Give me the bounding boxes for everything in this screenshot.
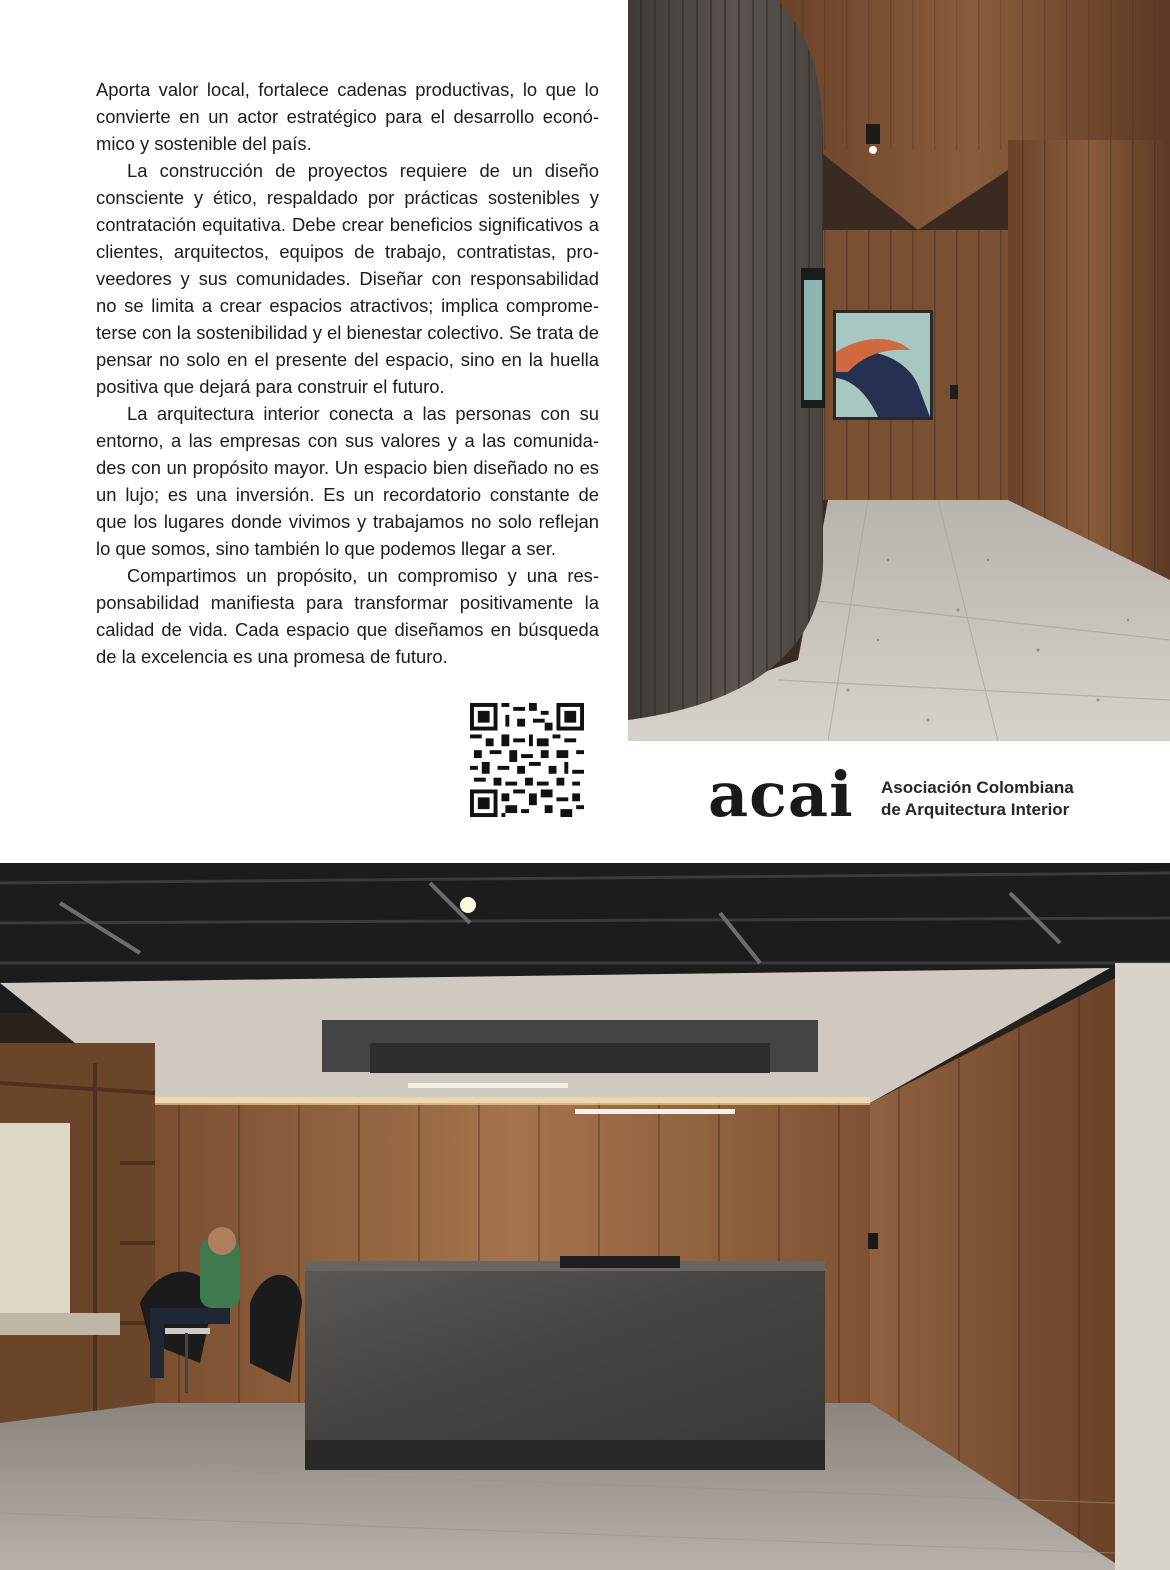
- brand-name-line-2: de Arquitectura Interior: [881, 800, 1070, 819]
- acai-logo: [708, 760, 1128, 840]
- lobby-photo: [0, 863, 1170, 1570]
- hallway-photo: [628, 0, 1170, 741]
- brand-wordmark: acai: [708, 758, 854, 831]
- paragraph-3: La arquitectura interior conecta a las personas con su entorno, a las empresas con sus valores y a las comunida-des con un propósito mayor. Un espacio bien diseñado no es un lujo; es una inversión. Es un recordatorio constante de que los lugares donde vivimos y trabajamos no solo reflejan lo que somos, sino también lo que podemos llegar a ser.: [96, 403, 599, 559]
- brand-full-name: [881, 777, 1074, 821]
- qr-code[interactable]: [470, 703, 584, 817]
- qr-code-image: [470, 703, 584, 817]
- paragraph-2: La construcción de proyectos requiere de un diseño consciente y ético, respaldado por prácticas sostenibles y contratación equitativa. Debe crear beneficios significativos a clientes, arquitectos, equipos de trabajo, contratistas, pro-veedores y sus comunidades. Diseñar con responsabilidad no se limita a crear espacios atractivos; implica comprome-terse con la sostenibilidad y el bienestar colectivo. Se trata de pensar no solo en el presente del espacio, sino en la huella positiva que dejará para construir el futuro.: [96, 160, 599, 397]
- paragraph-4: Compartimos un propósito, un compromiso y una res-ponsabilidad manifiesta para transformar positivamente la calidad de vida. Cada espacio que diseñamos en búsqueda de la excelencia es una promesa de futuro.: [96, 565, 599, 667]
- article-text: [96, 76, 599, 670]
- brand-name-line-1: Asociación Colombiana: [881, 778, 1074, 797]
- paragraph-1: Aporta valor local, fortalece cadenas productivas, lo que lo convierte en un actor estratégico para el desarrollo econó-mico y sostenible del país.: [96, 79, 599, 154]
